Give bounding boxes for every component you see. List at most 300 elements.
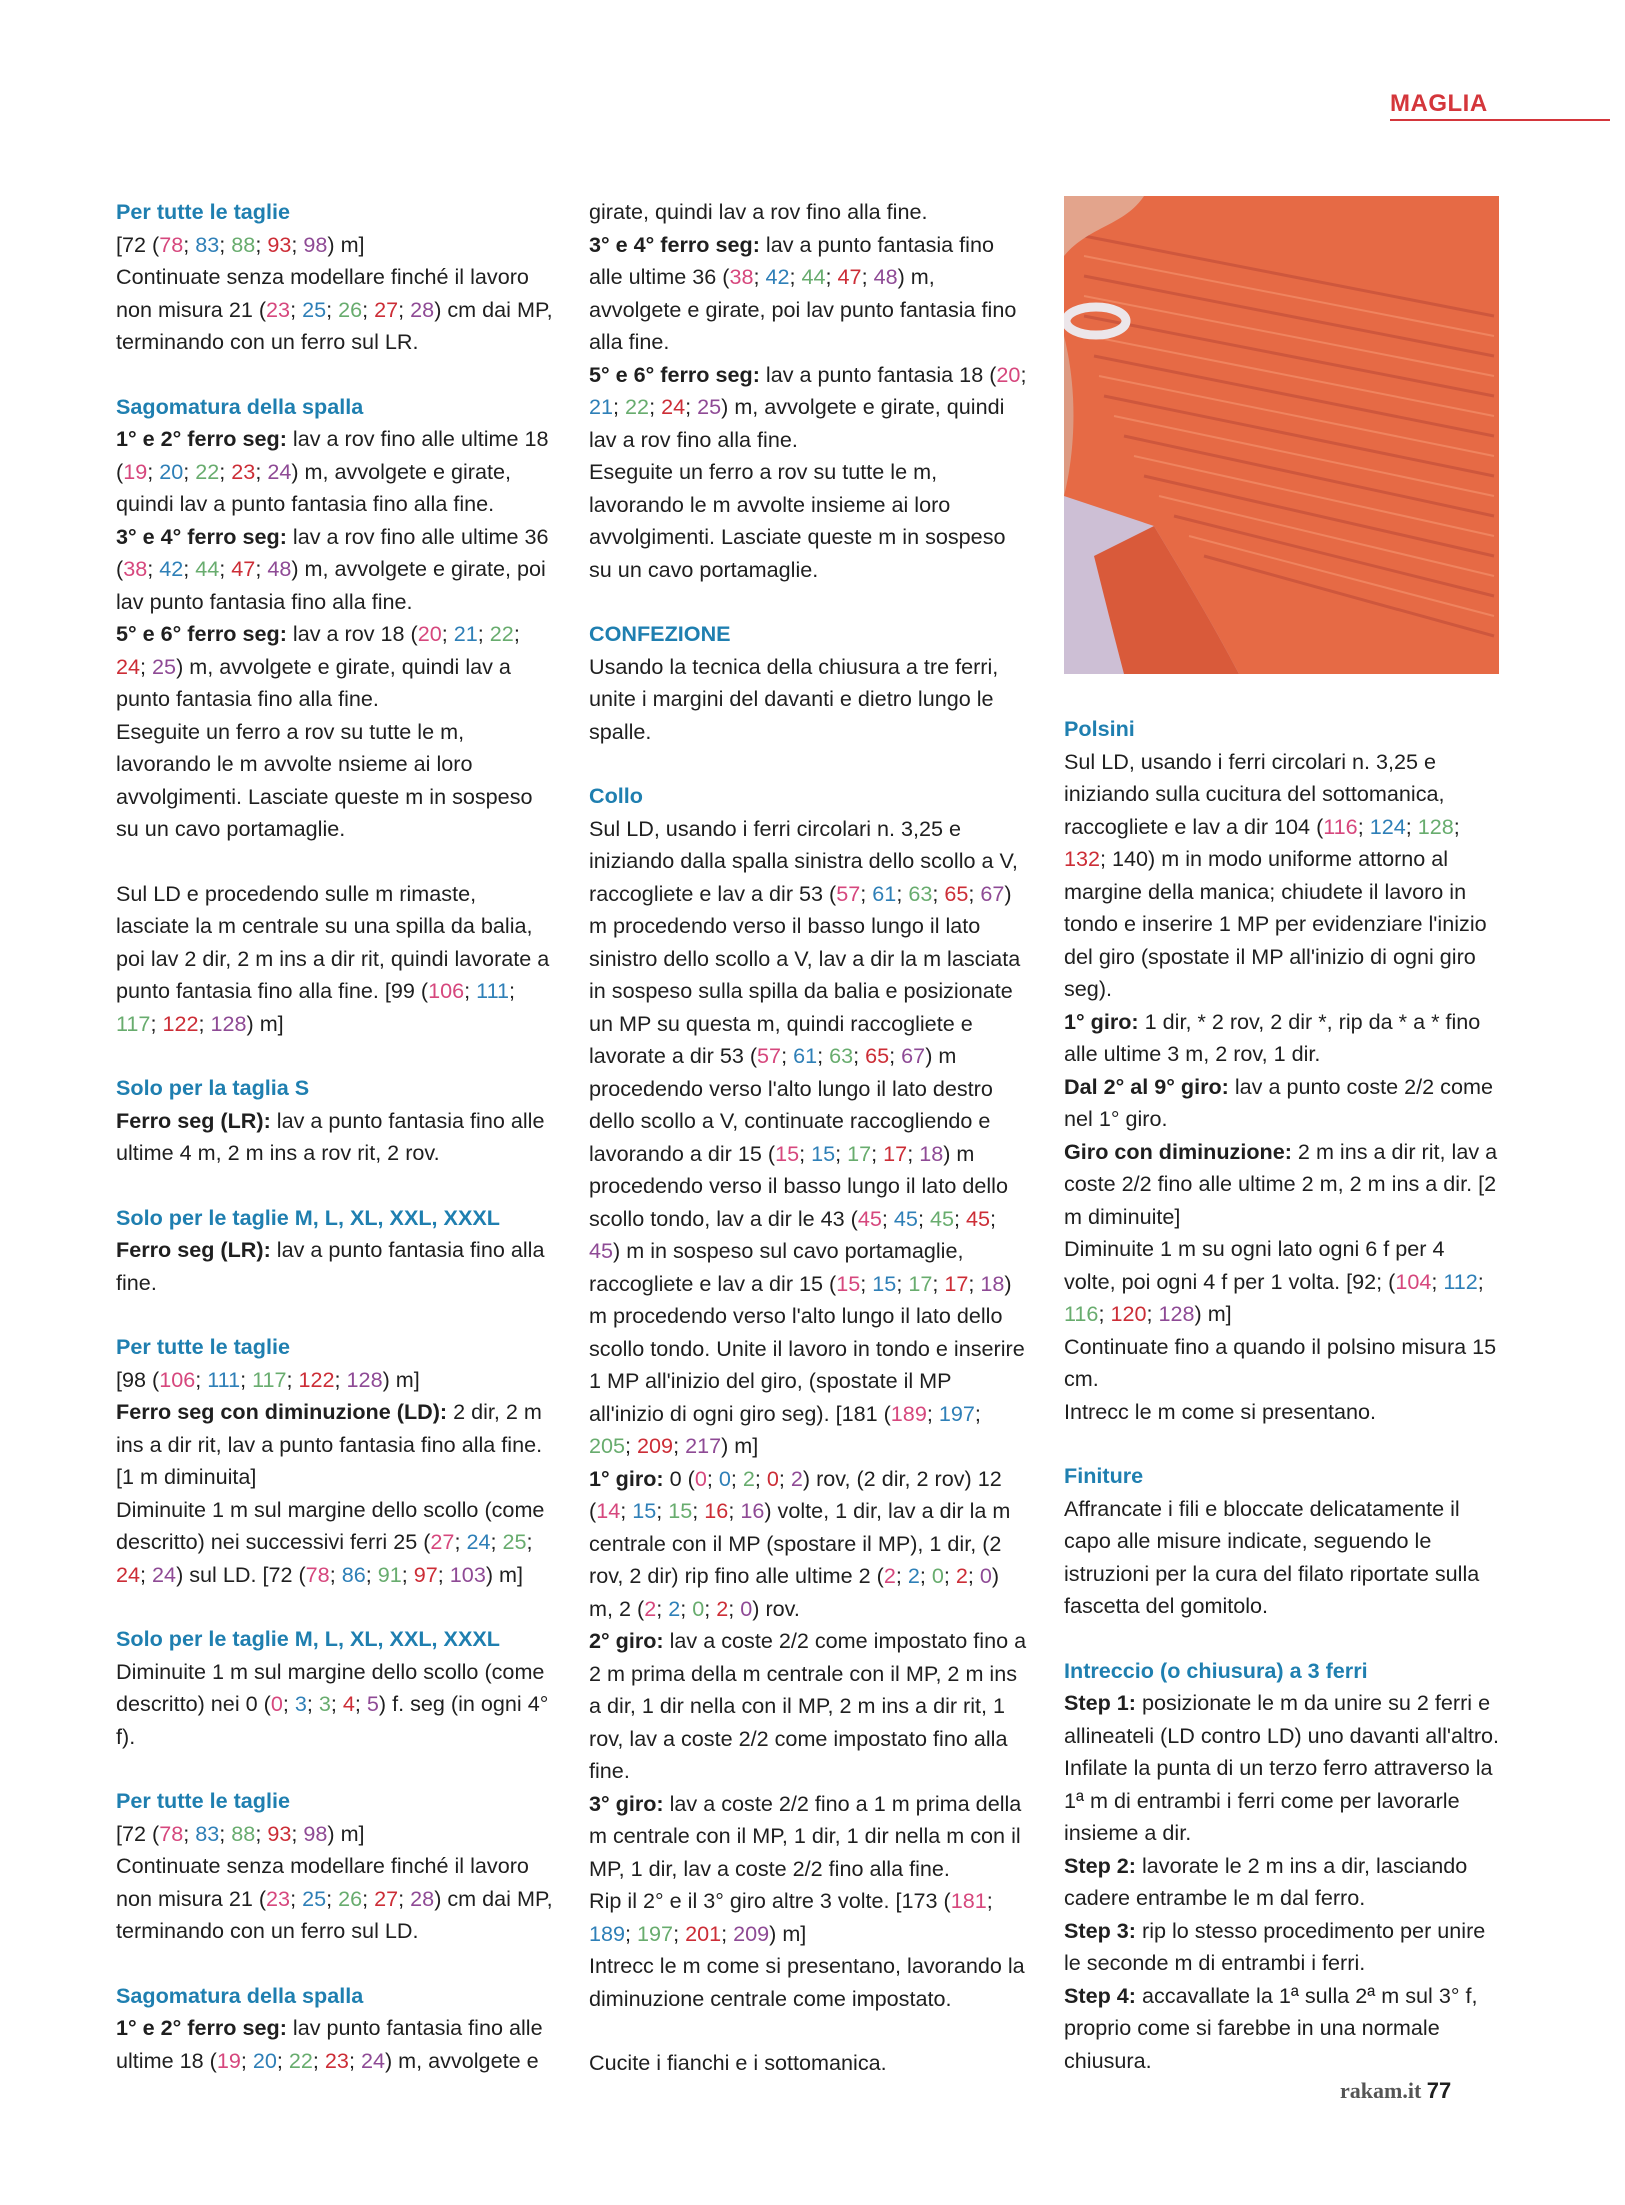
text-run: ;: [656, 1498, 669, 1523]
size-value: 65: [944, 880, 969, 906]
paragraph: [589, 359, 1027, 457]
size-value: 83: [195, 1820, 220, 1846]
paragraph: [589, 813, 1027, 1463]
section-tag-rule: [1390, 119, 1610, 121]
size-value: 17: [847, 1140, 872, 1166]
paragraph: [589, 2047, 1027, 2080]
text-run: ;: [990, 1205, 996, 1231]
size-value: 45: [589, 1238, 614, 1263]
text-run: ;: [953, 1205, 966, 1231]
size-value: 120: [1110, 1301, 1147, 1326]
text-run: ;: [329, 1561, 342, 1587]
size-value: 209: [733, 1920, 770, 1946]
size-value: 205: [589, 1433, 626, 1458]
text-run: ;: [290, 296, 303, 322]
size-value: 25: [502, 1529, 527, 1554]
text-run: Diminuite 1 m sul margine dello scollo (come descritto) nei 0 (: [116, 1658, 545, 1716]
text-run: ;: [291, 231, 304, 257]
size-value: 98: [303, 231, 328, 257]
text-run: ;: [240, 1366, 253, 1392]
size-value: 20: [417, 621, 442, 646]
text-run: Affrancate i fili e bloccate delicatamente il capo alle misure indicate, seguendo le istruzioni per la cura del filato riportate sulla fascetta del gomitolo.: [1064, 1495, 1480, 1618]
paragraph: [589, 196, 1027, 229]
text-run: Continuate senza modellare finché il lavoro non misura 21 (: [116, 264, 529, 322]
text-run: ) f. seg (in ogni 4° f).: [116, 1691, 549, 1749]
size-value: 24: [116, 653, 141, 679]
paragraph: [589, 229, 1027, 359]
text-run: ;: [919, 1563, 932, 1588]
instruction-label: Dal 2° al 9° giro:: [1064, 1073, 1229, 1099]
text-run: ;: [789, 264, 802, 289]
text-run: ;: [968, 1270, 981, 1296]
text-run: ;: [490, 1529, 503, 1554]
text-run: ;: [860, 1270, 873, 1296]
size-value: 0: [718, 1465, 731, 1491]
text-run: ;: [613, 394, 626, 419]
text-run: ;: [625, 1920, 638, 1946]
text-run: 0 (: [663, 1465, 695, 1491]
size-value: 106: [159, 1366, 196, 1392]
text-run: ;: [932, 1270, 945, 1296]
size-value: 28: [410, 1885, 435, 1911]
size-value: 78: [305, 1561, 330, 1587]
text-run: Continuate fino a quando il polsino misura 15 cm.: [1064, 1333, 1497, 1391]
size-value: 38: [729, 264, 754, 289]
text-run: ;: [291, 1820, 304, 1846]
text-run: ;: [326, 296, 339, 322]
size-value: 67: [901, 1043, 926, 1068]
text-run: lav a coste 2/2 come impostato fino a 2 m prima della m centrale con il MP, 2 m ins a dir, 1 dir nella con il MP, 2 m ins a dir rit, 1 rov, lav a coste 2/2 come impostato fino alla fine.: [589, 1628, 1027, 1783]
text-run: ) m in sospeso sul cavo portamaglie, raccogliete e lav a dir 15 (: [589, 1238, 964, 1296]
footer-site: rakam.it: [1340, 2078, 1422, 2103]
size-value: 25: [302, 1885, 327, 1911]
text-run: ;: [968, 880, 981, 906]
text-run: Intrecc le m come si presentano, lavorando la diminuzione centrale come impostato.: [589, 1953, 1025, 2011]
size-value: 0: [694, 1465, 707, 1491]
section-heading: Solo per le taglie M, L, XL, XXL, XXXL: [116, 1204, 500, 1230]
paragraph: [116, 1818, 554, 1851]
size-value: 24: [466, 1529, 491, 1554]
knitted-sleeve-photo: [1064, 196, 1499, 674]
size-value: 20: [996, 361, 1021, 387]
size-value: 23: [266, 1885, 291, 1911]
text-run: ;: [326, 1885, 339, 1911]
size-value: 128: [1158, 1301, 1195, 1326]
size-value: 45: [929, 1205, 954, 1231]
text-run: ;: [508, 978, 515, 1003]
paragraph: [1064, 1136, 1502, 1234]
text-run: lav a punto fantasia fino alla fine.: [116, 1237, 545, 1295]
size-value: 103: [449, 1561, 486, 1587]
text-run: girate, quindi lav a rov fino alla fine.: [589, 199, 928, 224]
size-value: 45: [965, 1205, 990, 1231]
text-run: ;: [362, 1885, 375, 1911]
size-value: 19: [123, 458, 148, 484]
size-value: 116: [1064, 1301, 1099, 1326]
size-value: 15: [836, 1270, 861, 1296]
text-run: ;: [348, 2047, 361, 2073]
size-value: 65: [865, 1043, 890, 1068]
instruction-label: 3° giro:: [589, 1790, 664, 1816]
size-value: 181: [950, 1888, 987, 1913]
paragraph: [116, 1656, 554, 1754]
text-run: ) m, avvolgete e girate, quindi lav a rov fino alla fine.: [589, 394, 1005, 452]
text-run: lav a rov fino alle ultime 18 (: [116, 426, 549, 484]
paragraph: [1064, 1071, 1502, 1136]
paragraph: [116, 1364, 554, 1397]
paragraph: [1064, 1687, 1502, 1850]
section-tag: MAGLIA: [1390, 90, 1488, 117]
text-run: ) m procedendo verso l'alto lungo il lato dello scollo tondo. Unite il lavoro in tondo e inserire 1 MP all'inizio del giro, (spostate il MP all'inizio di ogni giro seg). [181 (: [589, 1270, 1025, 1426]
text-run: ;: [781, 1043, 794, 1068]
size-value: 91: [377, 1561, 402, 1587]
text-run: ;: [454, 1529, 467, 1554]
size-value: 122: [162, 1010, 199, 1036]
size-value: 22: [625, 394, 650, 419]
text-run: ;: [255, 231, 268, 257]
size-value: 5: [366, 1691, 379, 1716]
text-run: ) m procedendo verso l'alto lungo il lato destro dello scollo a V, continuate raccogliendo e lavorando a dir 15 (: [589, 1043, 993, 1166]
size-value: 112: [1443, 1268, 1478, 1294]
paragraph: [589, 1788, 1027, 1886]
size-value: 4: [342, 1691, 355, 1716]
size-value: 25: [152, 653, 177, 679]
text-run: ;: [464, 978, 477, 1003]
size-value: 15: [872, 1270, 897, 1296]
text-run: ;: [150, 1010, 163, 1036]
size-value: 24: [661, 394, 686, 419]
text-run: ;: [1405, 813, 1418, 839]
size-value: 67: [980, 880, 1005, 906]
size-value: 2: [907, 1563, 920, 1588]
size-value: 2: [644, 1595, 657, 1621]
text-run: lav a coste 2/2 fino a 1 m prima della m centrale con il MP, 1 dir, 1 dir nella m con il MP, 1 dir, lav a coste 2/2 fino alla fine.: [589, 1790, 1022, 1881]
text-run: ) m]: [327, 1820, 365, 1846]
size-value: 15: [668, 1498, 693, 1523]
section-heading: Sagomatura della spalla: [116, 393, 364, 419]
size-value: 25: [302, 296, 327, 322]
size-value: 86: [341, 1561, 366, 1587]
text-run: lav a punto fantasia fino alle ultime 4 m, 2 m ins a rov rit, 2 rov.: [116, 1107, 545, 1165]
text-run: ;: [398, 296, 411, 322]
paragraph: [116, 521, 554, 619]
instruction-label: 1° e 2° ferro seg:: [116, 426, 287, 451]
text-run: 1 dir, * 2 rov, 2 dir *, rip da * a * fino alle ultime 3 m, 2 rov, 1 dir.: [1064, 1008, 1481, 1066]
instruction-label: 2° giro:: [589, 1628, 664, 1653]
text-run: lav a rov 18 (: [286, 621, 418, 646]
size-value: 106: [428, 978, 465, 1003]
text-run: Sul LD, usando i ferri circolari n. 3,25 e iniziando sulla cucitura del sottomanica, raccogliete e lav a dir 104 (: [1064, 748, 1445, 839]
text-run: ;: [620, 1498, 633, 1523]
size-value: 97: [413, 1561, 438, 1587]
text-run: ;: [1453, 813, 1460, 839]
section-heading: Finiture: [1064, 1463, 1144, 1488]
instruction-label: 3° e 4° ferro seg:: [589, 231, 760, 257]
size-value: 98: [303, 1820, 328, 1846]
size-value: 116: [1323, 813, 1358, 839]
size-value: 78: [159, 231, 184, 257]
size-value: 128: [1417, 813, 1454, 839]
text-run: ;: [967, 1563, 980, 1588]
section-heading: Collo: [589, 783, 643, 808]
size-value: 3: [294, 1691, 307, 1716]
paragraph: [116, 618, 554, 716]
text-run: ;: [306, 1691, 319, 1716]
size-value: 117: [252, 1366, 287, 1392]
size-value: 45: [857, 1205, 882, 1231]
text-run: ;: [835, 1140, 848, 1166]
text-run: ;: [240, 2047, 253, 2073]
text-run: ;: [312, 2047, 325, 2073]
text-run: ) m]: [246, 1010, 284, 1036]
text-run: ;: [286, 1366, 299, 1392]
text-run: posizionate le m da unire su 2 ferri e allineateli (LD contro LD) uno davanti all'altro. Infilate la punta di un terzo ferro attraverso la 1ª m di entrambi i ferri come per lavorarle insieme a dir.: [1064, 1690, 1500, 1845]
size-value: 17: [944, 1270, 969, 1296]
size-value: 45: [893, 1205, 918, 1231]
size-value: 42: [765, 264, 790, 289]
text-run: ;: [932, 880, 945, 906]
size-value: 25: [697, 394, 722, 419]
text-run: ;: [276, 2047, 289, 2073]
text-run: ;: [889, 1043, 902, 1068]
size-value: 122: [298, 1366, 335, 1392]
size-value: 197: [637, 1920, 674, 1946]
text-run: ;: [706, 1465, 719, 1491]
size-value: 132: [1064, 846, 1101, 871]
paragraph: [116, 261, 554, 359]
paragraph: [589, 651, 1027, 749]
paragraph: [1064, 1006, 1502, 1071]
size-value: 23: [231, 458, 256, 484]
size-value: 18: [980, 1270, 1005, 1296]
size-value: 44: [801, 264, 826, 289]
instruction-label: Giro con diminuzione:: [1064, 1138, 1292, 1164]
size-value: 104: [1395, 1268, 1432, 1294]
size-value: 42: [159, 556, 184, 581]
text-run: ;: [825, 264, 838, 289]
size-value: 57: [757, 1043, 782, 1068]
text-run: ) sul LD. [72 (: [176, 1561, 306, 1587]
text-run: ; 140) m in modo uniforme attorno al margine della manica; chiudete il lavoro in tondo e inserire 1 MP per evidenziare l'inizio del giro (spostate il MP all'inizio di ogni giro seg).: [1064, 846, 1487, 1001]
size-value: 23: [266, 296, 291, 322]
size-value: 0: [931, 1563, 944, 1588]
text-run: ) m, 2 (: [589, 1563, 1000, 1621]
text-run: ) cm dai MP, terminando con un ferro sul LD.: [116, 1885, 553, 1943]
text-run: ;: [513, 621, 520, 646]
text-run: ;: [649, 394, 662, 419]
text-run: lav punto fantasia fino alle ultime 18 (: [116, 2015, 543, 2073]
paragraph: [589, 1625, 1027, 1788]
text-run: ;: [219, 556, 232, 581]
text-run: ;: [140, 1561, 153, 1587]
text-run: lav a punto coste 2/2 come nel 1° giro.: [1064, 1073, 1493, 1131]
size-value: 38: [123, 556, 148, 581]
text-run: ;: [282, 1691, 295, 1716]
size-value: 83: [195, 231, 220, 257]
paragraph: [1064, 1915, 1502, 1980]
size-value: 63: [908, 880, 933, 906]
text-run: ) m]: [485, 1561, 524, 1587]
paragraph: [1064, 1396, 1502, 1429]
size-value: 111: [207, 1366, 241, 1392]
size-value: 23: [324, 2047, 349, 2073]
section-heading: Polsini: [1064, 716, 1135, 741]
size-value: 2: [955, 1563, 968, 1588]
instruction-label: 1° e 2° ferro seg:: [116, 2015, 287, 2040]
text-run: [98 (: [116, 1366, 160, 1392]
size-value: 0: [979, 1563, 992, 1588]
size-value: 27: [374, 296, 399, 322]
text-run: ;: [1098, 1301, 1111, 1326]
column-2: [589, 196, 1027, 2080]
size-value: 57: [836, 880, 861, 906]
text-run: ;: [362, 296, 375, 322]
paragraph: [1064, 1233, 1502, 1331]
instruction-label: Step 1:: [1064, 1690, 1136, 1715]
instruction-label: 1° giro:: [589, 1465, 664, 1491]
text-run: ;: [1146, 1301, 1159, 1326]
text-run: ) m, avvolgete e girate, quindi lav a punto fantasia fino alla fine.: [116, 458, 511, 516]
instruction-label: 5° e 6° ferro seg:: [116, 621, 287, 646]
column-3: [1064, 713, 1502, 2077]
paragraph: [116, 1494, 554, 1592]
text-run: Rip il 2° e il 3° giro altre 3 volte. [173 (: [589, 1888, 951, 1913]
paragraph: [1064, 746, 1502, 1006]
text-run: ) m, avvolgete e girate, poi lav punto fantasia fino alla fine.: [589, 264, 1017, 354]
paragraph: [116, 423, 554, 521]
size-value: 22: [195, 458, 220, 484]
text-run: ) m, avvolgete e girate, quindi lav a punto fantasia fino alla fine.: [116, 653, 511, 711]
text-run: lavorate le 2 m ins a dir, lasciando cadere entrambe le m dal ferro.: [1064, 1852, 1468, 1910]
size-value: 2: [883, 1563, 896, 1588]
paragraph: [116, 1234, 554, 1299]
text-run: ;: [1020, 361, 1027, 387]
size-value: 111: [476, 978, 509, 1003]
text-run: ) volte, 1 dir, lav a dir la m centrale con il MP (spostare il MP), 1 dir, (2 rov, 2 dir) rip fino alle ultime 2 (: [589, 1498, 1011, 1588]
size-value: 201: [685, 1920, 722, 1946]
text-run: ;: [219, 231, 232, 257]
paragraph: [1064, 1493, 1502, 1623]
paragraph: [589, 1463, 1027, 1626]
size-value: 47: [231, 556, 256, 581]
size-value: 3: [318, 1691, 331, 1716]
text-run: ;: [860, 880, 873, 906]
text-run: accavallate la 1ª sulla 2ª m sul 3° f, proprio come si farebbe in una normale chiusura.: [1064, 1982, 1478, 2073]
text-run: ;: [334, 1366, 347, 1392]
section-heading: Sagomatura della spalla: [116, 1982, 364, 2008]
text-run: ;: [721, 1920, 734, 1946]
text-run: ;: [219, 458, 232, 484]
paragraph: [1064, 1980, 1502, 2078]
text-run: ;: [183, 1820, 196, 1846]
text-run: ) m]: [1194, 1301, 1232, 1326]
text-run: ;: [896, 880, 909, 906]
text-run: ) m]: [721, 1433, 759, 1458]
text-run: ;: [907, 1140, 920, 1166]
size-value: 47: [837, 264, 862, 289]
size-value: 78: [159, 1820, 184, 1846]
paragraph: [1064, 1850, 1502, 1915]
instruction-label: 5° e 6° ferro seg:: [589, 361, 760, 387]
text-run: ;: [398, 1885, 411, 1911]
size-value: 128: [210, 1010, 247, 1036]
text-run: ;: [754, 1465, 767, 1491]
knitted-sleeve-illustration: [1064, 196, 1499, 674]
text-run: [72 (: [116, 231, 160, 257]
size-value: 22: [489, 621, 514, 646]
text-run: ;: [673, 1433, 686, 1458]
size-value: 88: [231, 1820, 256, 1846]
size-value: 16: [704, 1498, 729, 1523]
size-value: 24: [116, 1561, 141, 1587]
text-run: lav a rov fino alle ultime 36 (: [116, 523, 549, 581]
paragraph: [116, 716, 554, 846]
size-value: 21: [453, 621, 478, 646]
text-run: ;: [926, 1400, 939, 1426]
size-value: 93: [267, 231, 292, 257]
text-run: ;: [685, 394, 698, 419]
instruction-label: Ferro seg con diminuzione (LD):: [116, 1399, 448, 1424]
text-run: ;: [1357, 813, 1370, 839]
size-value: 15: [811, 1140, 836, 1166]
size-value: 15: [632, 1498, 657, 1523]
text-run: ;: [183, 231, 196, 257]
size-value: 20: [159, 458, 184, 484]
size-value: 18: [919, 1140, 944, 1166]
size-value: 27: [374, 1885, 399, 1911]
section-heading: Per tutte le taglie: [116, 199, 290, 224]
text-run: ;: [704, 1595, 717, 1621]
text-run: Continuate senza modellare finché il lavoro non misura 21 (: [116, 1853, 529, 1911]
text-run: [72 (: [116, 1820, 160, 1846]
paragraph: [116, 1105, 554, 1170]
text-run: ;: [198, 1010, 211, 1036]
size-value: 124: [1369, 813, 1406, 839]
paragraph: [116, 1396, 554, 1494]
size-value: 61: [872, 880, 897, 906]
text-run: ;: [147, 458, 160, 484]
size-value: 61: [793, 1043, 818, 1068]
size-value: 0: [740, 1595, 753, 1621]
text-run: ;: [778, 1465, 791, 1491]
size-value: 16: [740, 1498, 765, 1523]
text-run: rip lo stesso procedimento per unire le seconde m di entrambi i ferri.: [1064, 1917, 1486, 1975]
text-run: 2 m ins a dir rit, lav a coste 2/2 fino alle ultime 2 m, 2 m ins a dir. [2 m diminuite]: [1064, 1138, 1498, 1229]
text-run: ;: [365, 1561, 378, 1587]
instruction-label: Ferro seg (LR):: [116, 1237, 271, 1262]
size-value: 17: [883, 1140, 908, 1166]
text-run: ;: [895, 1563, 908, 1588]
size-value: 63: [829, 1043, 854, 1068]
size-value: 2: [790, 1465, 803, 1491]
text-run: Intrecc le m come si presentano.: [1064, 1398, 1377, 1424]
size-value: 117: [116, 1010, 151, 1036]
text-run: ) rov.: [752, 1595, 800, 1621]
text-run: ;: [255, 556, 268, 581]
text-run: Sul LD, usando i ferri circolari n. 3,25 e iniziando dalla spalla sinistra dello scollo a V, raccogliete e lav a dir 53 (: [589, 815, 1018, 906]
instruction-label: 1° giro:: [1064, 1008, 1139, 1034]
size-value: 44: [195, 556, 220, 581]
size-value: 2: [716, 1595, 729, 1621]
size-value: 88: [231, 231, 256, 257]
text-run: ;: [853, 1043, 866, 1068]
size-value: 93: [267, 1820, 292, 1846]
text-run: ) m procedendo verso il basso lungo il lato dello scollo tondo, lav a dir le 43 (: [589, 1140, 1008, 1231]
size-value: 19: [216, 2047, 241, 2073]
text-run: ;: [896, 1270, 909, 1296]
section-heading: Per tutte le taglie: [116, 1334, 290, 1359]
size-value: 217: [685, 1433, 722, 1458]
